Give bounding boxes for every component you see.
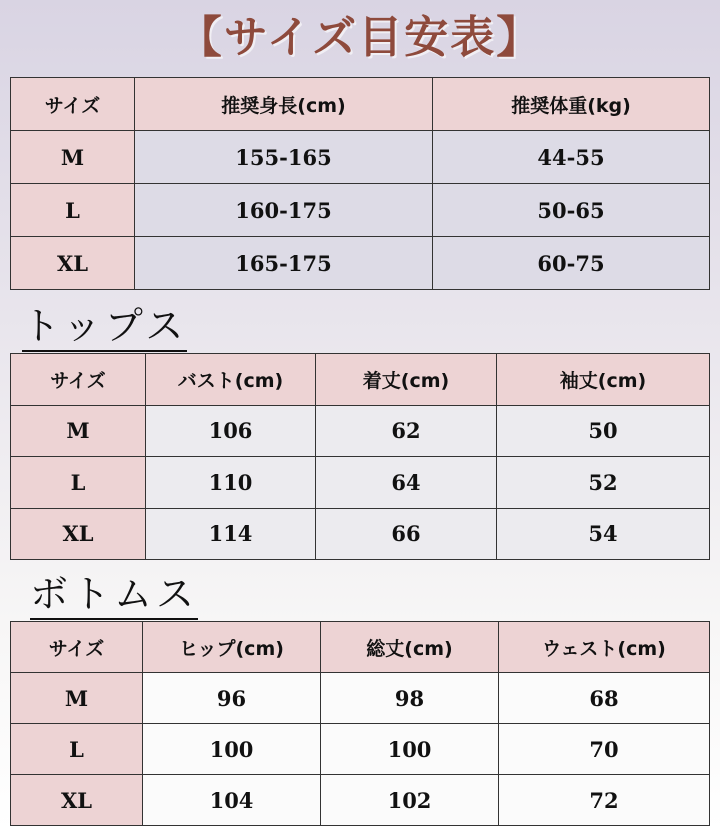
table-header-row — [11, 354, 710, 406]
table-row — [11, 237, 710, 290]
weight-cell: 44-55 — [433, 131, 710, 184]
table-header-row — [11, 78, 710, 131]
weight-cell: 60-75 — [433, 237, 710, 290]
table-row — [11, 508, 710, 560]
recommended-size-table — [10, 77, 710, 290]
page-title: 【サイズ目安表】 — [177, 12, 543, 63]
header-size: サイズ — [11, 354, 146, 406]
bottoms-section-title — [30, 572, 198, 616]
table-row — [11, 131, 710, 184]
weight-cell: 50-65 — [433, 184, 710, 237]
tops-title-text: トップス — [22, 304, 188, 348]
hip-cell: 96 — [143, 673, 321, 724]
header-height: 推奨身長(cm) — [135, 78, 433, 131]
sleeve-cell: 52 — [497, 457, 710, 509]
table-row — [11, 405, 710, 457]
size-cell: L — [11, 184, 135, 237]
waist-cell: 70 — [499, 724, 710, 775]
tops-size-table — [10, 353, 710, 560]
tops-section-title — [22, 304, 187, 348]
header-waist: ウェスト(cm) — [499, 622, 710, 673]
length-cell: 66 — [316, 508, 497, 560]
length-cell: 100 — [321, 724, 499, 775]
title-underline — [30, 618, 198, 620]
waist-cell: 72 — [499, 775, 710, 826]
sleeve-cell: 54 — [497, 508, 710, 560]
size-cell: XL — [11, 237, 135, 290]
length-cell: 62 — [316, 405, 497, 457]
table-row — [11, 457, 710, 509]
size-cell: M — [11, 131, 135, 184]
hip-cell: 104 — [143, 775, 321, 826]
header-length: 総丈(cm) — [321, 622, 499, 673]
table-row — [11, 775, 710, 826]
bust-cell: 110 — [146, 457, 316, 509]
table-row — [11, 724, 710, 775]
header-bust: バスト(cm) — [146, 354, 316, 406]
length-cell: 102 — [321, 775, 499, 826]
header-sleeve: 袖丈(cm) — [497, 354, 710, 406]
bottoms-title-text: ボトムス — [30, 572, 199, 616]
size-cell: L — [11, 724, 143, 775]
sleeve-cell: 50 — [497, 405, 710, 457]
size-cell: L — [11, 457, 146, 509]
height-cell: 155-165 — [135, 131, 433, 184]
bust-cell: 114 — [146, 508, 316, 560]
header-size: サイズ — [11, 78, 135, 131]
table-row — [11, 673, 710, 724]
waist-cell: 68 — [499, 673, 710, 724]
bust-cell: 106 — [146, 405, 316, 457]
size-cell: M — [11, 405, 146, 457]
table-row — [11, 184, 710, 237]
header-hip: ヒップ(cm) — [143, 622, 321, 673]
height-cell: 160-175 — [135, 184, 433, 237]
length-cell: 64 — [316, 457, 497, 509]
size-cell: XL — [11, 775, 143, 826]
header-weight: 推奨体重(kg) — [433, 78, 710, 131]
title-underline — [22, 350, 187, 352]
bottoms-size-table — [10, 621, 710, 826]
size-cell: M — [11, 673, 143, 724]
hip-cell: 100 — [143, 724, 321, 775]
header-length: 着丈(cm) — [316, 354, 497, 406]
header-size: サイズ — [11, 622, 143, 673]
table-header-row — [11, 622, 710, 673]
length-cell: 98 — [321, 673, 499, 724]
height-cell: 165-175 — [135, 237, 433, 290]
size-cell: XL — [11, 508, 146, 560]
